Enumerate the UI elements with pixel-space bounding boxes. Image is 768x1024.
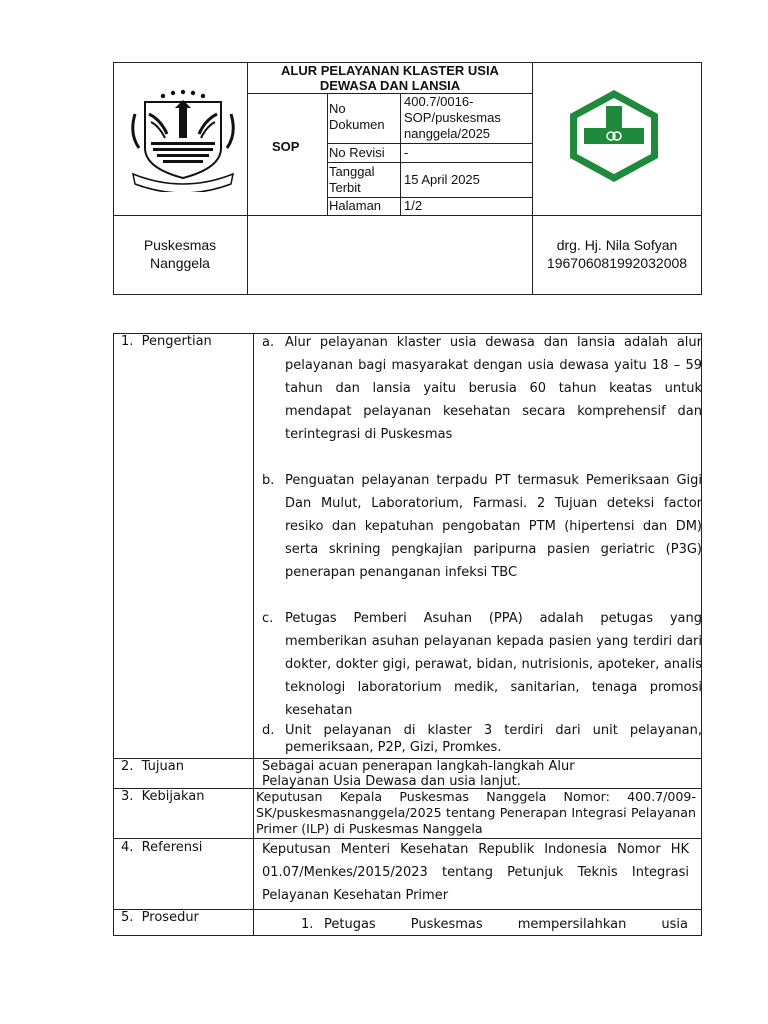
section-text-tujuan: Sebagai acuan penerapan langkah-langkah Alur Pelayanan Usia Dewasa dan usia lanjut. — [262, 759, 575, 789]
list-marker: d. — [262, 723, 275, 738]
puskesmas-logo-icon — [566, 88, 662, 184]
section-text-referensi: Keputusan Menteri Kesehatan Republik Indonesia Nomor HK 01.07/Menkes/2015/2023 tentang Petunjuk Teknis Integrasi Pelayanan Kesehatan Primer — [262, 842, 689, 903]
page-value: 1/2 — [404, 198, 423, 213]
list-marker: c. — [262, 611, 274, 626]
issue-date-value: 15 April 2025 — [404, 172, 480, 187]
list-text: Penguatan pelayanan terpadu PT termasuk Pemeriksaan Gigi Dan Mulut, Laboratorium, Farmasi. 2 Tujuan deteksi factor resiko dan kepatuhan pengobatan PTM (hipertensi dan DM) serta skrining pengkajian paripurna pasien geriatric (P3G) penerapan penanganan infeksi TBC — [285, 473, 702, 580]
list-item — [262, 331, 702, 469]
procedure-step — [301, 917, 688, 935]
list-text: Alur pelayanan klaster usia dewasa dan lansia adalah alur pelayanan bagi masyarakat dengan usia dewasa yaitu 18 – 59 tahun dan lansia yaitu berusia 60 tahun keatas untuk mendapat pelayanan kesehatan secara komprehensif dan terintegrasi di Puskesmas — [285, 335, 702, 442]
signer-id: 196706081992032008 — [546, 255, 688, 271]
regional-government-emblem-icon — [127, 84, 239, 192]
section-label-kebijakan: 3. Kebijakan — [121, 789, 205, 804]
doc-number-label: No Dokumen — [329, 101, 385, 132]
section-label-tujuan: 2. Tujuan — [121, 759, 184, 774]
section-label-referensi: 4. Referensi — [121, 840, 203, 855]
list-item — [262, 469, 702, 607]
procedure-step-marker: 1. — [301, 917, 314, 932]
signer-name: drg. Hj. Nila Sofyan — [556, 237, 678, 253]
list-text: Petugas Pemberi Asuhan (PPA) adalah petugas yang memberikan asuhan pelayanan kepada pasien yang terdiri dari dokter, dokter gigi, perawat, bidan, nutrisionis, apoteker, analis teknologi laboratorium medik, sanitarian, tenaga promosi kesehatan — [285, 611, 702, 718]
list-marker: a. — [262, 335, 275, 350]
list-marker: b. — [262, 473, 275, 488]
facility-name: Puskesmas Nanggela — [143, 237, 217, 271]
sop-title: ALUR PELAYANAN KLASTER USIA DEWASA DAN LANSIA — [281, 63, 499, 93]
page-label: Halaman — [329, 198, 382, 213]
section-label-pengertian: 1. Pengertian — [121, 334, 212, 349]
section-text-kebijakan: Keputusan Kepala Puskesmas Nanggela Nomor: 400.7/009-SK/puskesmasnanggela/2025 tentang Penerapan Integrasi Pelayanan Primer (ILP) di Puskesmas Nanggela — [256, 789, 696, 836]
sop-label: SOP — [272, 139, 300, 154]
revision-value: - — [404, 145, 409, 160]
list-item — [262, 607, 702, 721]
issue-date-label: Tanggal Terbit — [329, 164, 375, 195]
doc-number-value: 400.7/0016-SOP/puskesmas nanggela/2025 — [404, 94, 501, 141]
section-label-prosedur: 5. Prosedur — [121, 910, 199, 925]
list-text: Unit pelayanan di klaster 3 terdiri dari unit pelayanan, pemeriksaan, P2P, Gizi, Promkes. — [285, 723, 702, 755]
procedure-step-text: Petugas Puskesmas mempersilahkan usia — [324, 917, 688, 932]
list-item — [262, 722, 702, 758]
revision-label: No Revisi — [329, 145, 385, 160]
